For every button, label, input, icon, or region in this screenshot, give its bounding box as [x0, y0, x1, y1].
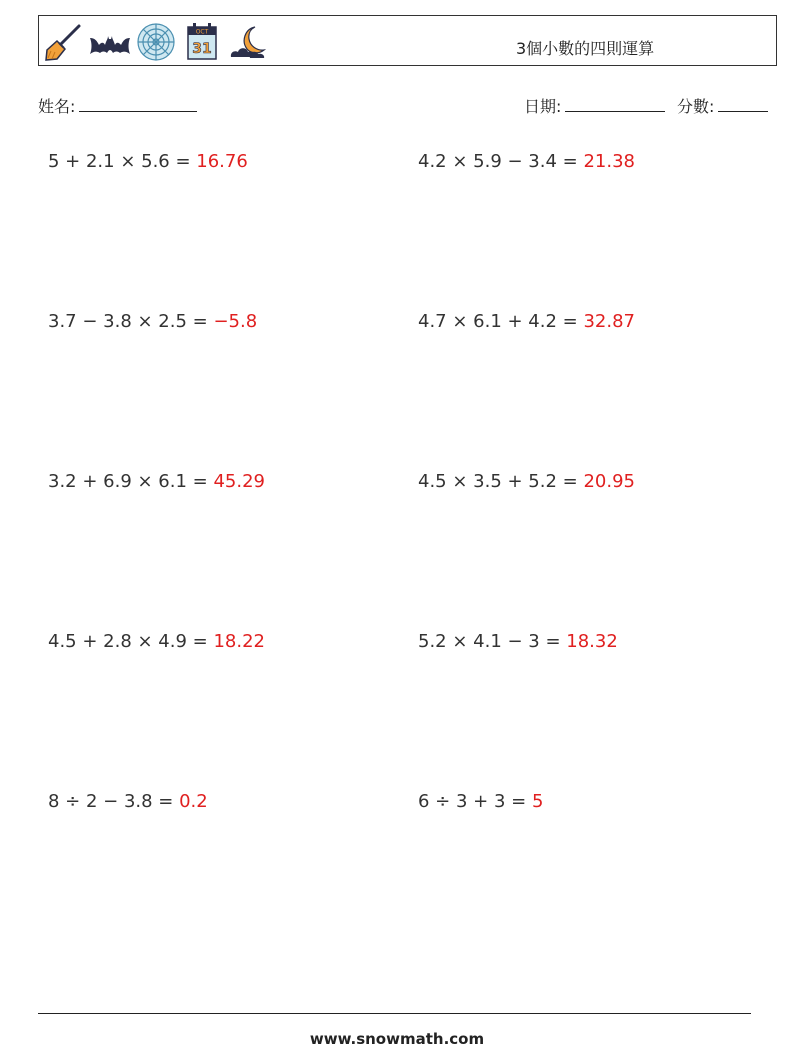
- footer-url[interactable]: www.snowmath.com: [309, 1030, 485, 1048]
- problem-answer: 0.2: [179, 791, 208, 812]
- problem-expression: 4.5 × 3.5 + 5.2 =: [418, 471, 584, 492]
- problem-answer: 32.87: [583, 311, 635, 332]
- problem-answer: 5: [531, 791, 544, 812]
- name-label: 姓名:: [38, 97, 76, 116]
- problem-answer: 21.38: [583, 151, 635, 172]
- problem-3: [48, 311, 257, 332]
- problem-expression: 4.2 × 5.9 − 3.4 =: [418, 151, 584, 172]
- name-blank-line: [79, 95, 197, 112]
- problem-7: [48, 631, 265, 652]
- problem-answer: 18.22: [213, 631, 265, 652]
- score-label: 分數:: [677, 97, 715, 116]
- bat-icon: [89, 21, 131, 63]
- problem-expression: 6 ÷ 3 + 3 =: [418, 791, 532, 812]
- footer-divider: [38, 1013, 751, 1014]
- problem-expression: 4.7 × 6.1 + 4.2 =: [418, 311, 584, 332]
- problem-5: [48, 471, 265, 492]
- halloween-icons: [43, 20, 269, 64]
- date-blank-line: [565, 95, 665, 112]
- problem-10: [418, 791, 543, 812]
- problem-expression: 4.5 + 2.8 × 4.9 =: [48, 631, 214, 652]
- problem-2: [418, 151, 635, 172]
- date-label: 日期:: [524, 97, 562, 116]
- name-field: [38, 94, 197, 117]
- problem-expression: 5.2 × 4.1 − 3 =: [418, 631, 567, 652]
- problem-expression: 3.7 − 3.8 × 2.5 =: [48, 311, 214, 332]
- problem-4: [418, 311, 635, 332]
- problem-9: [48, 791, 208, 812]
- calendar-day: 31: [192, 41, 212, 57]
- problem-1: [48, 151, 248, 172]
- header-box: [38, 15, 777, 66]
- problem-expression: 3.2 + 6.9 × 6.1 =: [48, 471, 214, 492]
- worksheet-title: 3個小數的四則運算: [516, 39, 655, 58]
- moon-cloud-icon: [227, 21, 269, 63]
- problem-expression: 5 + 2.1 × 5.6 =: [48, 151, 197, 172]
- calendar-oct-31-icon: [181, 21, 223, 63]
- date-field: [524, 94, 665, 117]
- problem-answer: 20.95: [583, 471, 635, 492]
- problem-8: [418, 631, 618, 652]
- broom-icon: [43, 21, 85, 63]
- spiderweb-icon: [135, 21, 177, 63]
- score-blank-line: [718, 95, 768, 112]
- problem-answer: −5.8: [213, 311, 258, 332]
- problem-answer: 16.76: [196, 151, 248, 172]
- problem-6: [418, 471, 635, 492]
- calendar-month: OCT: [195, 28, 209, 36]
- problem-expression: 8 ÷ 2 − 3.8 =: [48, 791, 180, 812]
- problem-answer: 18.32: [566, 631, 618, 652]
- score-field: [677, 94, 768, 117]
- problem-answer: 45.29: [213, 471, 265, 492]
